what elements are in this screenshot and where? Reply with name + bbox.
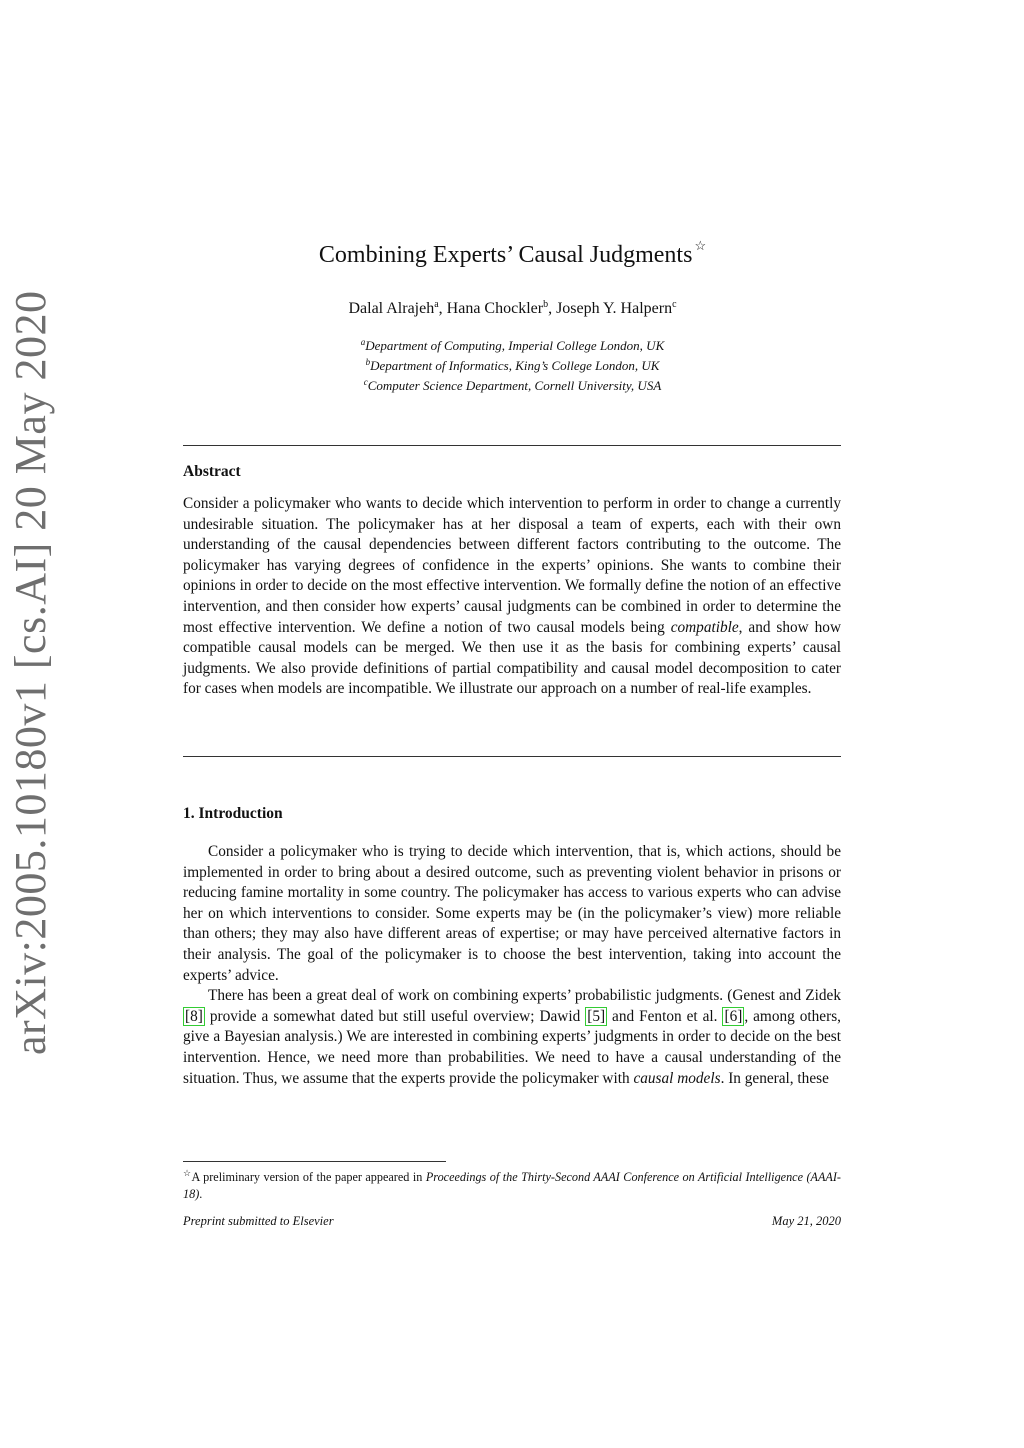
author-list [180,299,845,318]
affiliation-text: Department of Informatics, King’s College London, UK [370,358,660,373]
affiliation-marker: c [363,377,368,387]
intro-paragraph-1: Consider a policymaker who is trying to decide which intervention, that is, which actions, should be implemented in order to bring about a desired outcome, such as preventing violent behavior in prisons or reducing famine mortality in some country. The policymaker has access to various experts who can advise her on which interventions to consider. Some experts may be (in the policymaker’s view) more reliable than others; they may also have different areas of expertise; or may have perceived alternative factors in their analysis. The goal of the policymaker is to choose the best intervention, taking into account the experts’ advice. [183,843,841,984]
paper-title [180,238,845,269]
footnote-text: A preliminary version of the paper appeared in [191,1170,426,1184]
abstract-text: , and show how compatible causal models can be merged. We then use it as the basis for combining experts’ causal judgments. We also provide definitions of partial compatibility and causal model decomposition to cater for cases when models are incompatible. We illustrate our approach on a number of real-life examples. [183,618,841,698]
author-name: Hana Chockler [446,300,544,317]
intro-text: , among others, give a Bayesian analysis.) We are interested in combining experts’ judgments in order to decide on the best intervention. Hence, we need more than probabilities. We need to have a causal understanding of the situation. Thus, we assume that the experts provide the policymaker with [183,1007,841,1087]
introduction-body [183,842,841,1089]
affiliation-text: Department of Computing, Imperial College London, UK [365,338,665,353]
footnote-text-end: . [199,1187,203,1201]
footnote-rule [183,1161,446,1162]
abstract-body [183,494,841,700]
citation-link-6[interactable]: [6] [724,1007,743,1025]
affiliation [180,354,845,374]
affiliation-marker: b [365,357,371,367]
title-text: Combining Experts’ Causal Judgments [318,242,693,268]
author-separator: , [438,300,447,317]
intro-text: There has been a great deal of work on combining experts’ probabilistic judgments. (Genest and Zidek [208,987,841,1005]
intro-emphasis: causal models [633,1069,721,1087]
author-affil-marker: b [543,299,549,310]
abstract-paragraph [183,494,841,700]
intro-text: provide a somewhat dated but still useful overview; Dawid [204,1007,586,1025]
footnote-marker: ☆ [183,1168,192,1178]
abstract-heading: Abstract [183,463,241,480]
abstract-text: Consider a policymaker who wants to decide which intervention to perform in order to change a currently undesirable situation. The policymaker has at her disposal a team of experts, each with their own understanding of the causal dependencies between different factors contributing to the outcome. The policymaker has varying degrees of confidence in the experts’ opinions. She wants to combine their opinions in order to decide on the most effective intervention. We formally define the notion of an effective intervention, and then consider how experts’ causal judgments can be combined in order to determine the most effective intervention. We define a notion of two causal models being [183,495,841,636]
affiliation [180,334,845,354]
arxiv-identifier[interactable]: arXiv:2005.10180v1 [cs.AI] 20 May 2020 [6,290,55,1055]
affiliation [180,374,845,394]
author-separator: , [548,300,557,317]
intro-paragraph-2 [183,986,841,1089]
intro-text: . In general, these [720,1069,829,1087]
citation-link-5[interactable]: [5] [587,1007,606,1025]
citation-link-8[interactable]: [8] [185,1007,203,1025]
author-name: Dalal Alrajeh [348,300,435,317]
abstract-top-rule [183,445,841,446]
abstract-emphasis: compatible [670,618,739,636]
affiliation-marker: a [360,337,366,347]
section-heading-introduction: 1. Introduction [183,805,283,822]
author-name: Joseph Y. Halpern [556,300,673,317]
author-affil-marker: a [434,299,439,310]
intro-text: and Fenton et al. [607,1007,723,1025]
affiliation-text: Computer Science Department, Cornell University, USA [367,378,662,393]
footnote-emphasis: Proceedings of the Thirty-Second AAAI Conference on Artificial Intelligence (AAAI-18) [183,1170,841,1201]
title-footnote-marker[interactable]: ☆ [694,238,707,253]
author-affil-marker: c [672,299,677,310]
preprint-notice: Preprint submitted to Elsevier [183,1214,334,1228]
abstract-bottom-rule [183,756,841,757]
preprint-date: May 21, 2020 [771,1214,841,1228]
affiliation-list [180,334,845,394]
footnote [183,1165,841,1203]
